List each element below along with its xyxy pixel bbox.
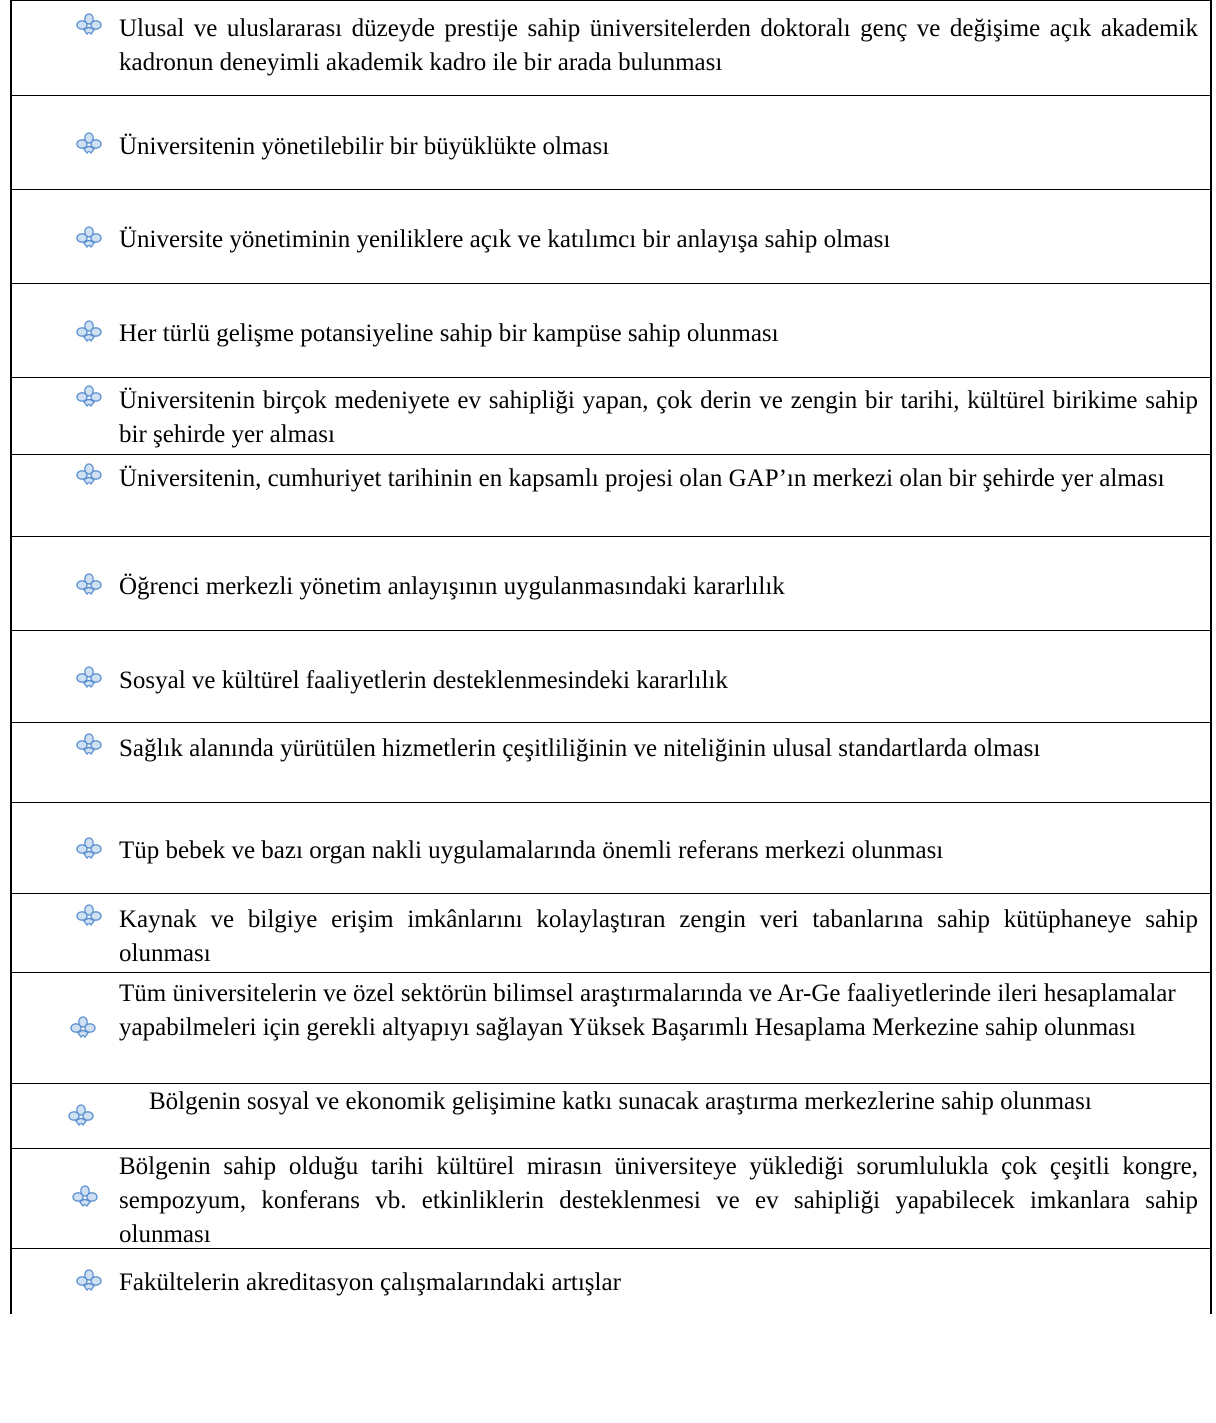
table-row <box>12 455 1210 537</box>
quatrefoil-bullet-icon <box>76 132 102 154</box>
row-text: Üniversite yönetiminin yeniliklere açık ve katılımcı bir anlayışa sahip olması <box>119 226 891 253</box>
row-text: Sosyal ve kültürel faaliyetlerin desteklenmesindeki kararlılık <box>119 667 728 694</box>
table-row <box>12 96 1210 190</box>
quatrefoil-bullet-icon <box>76 573 102 595</box>
table-row <box>12 973 1210 1084</box>
table-row <box>12 284 1210 378</box>
row-text: Öğrenci merkezli yönetim anlayışının uygulanmasındaki kararlılık <box>119 573 785 600</box>
table-row <box>12 723 1210 803</box>
row-text: Sağlık alanında yürütülen hizmetlerin çeşitliliğinin ve niteliğinin ulusal standartlarda olması <box>119 735 1041 762</box>
quatrefoil-bullet-icon <box>76 13 102 35</box>
table-row <box>12 378 1210 455</box>
quatrefoil-bullet-icon <box>76 463 102 485</box>
row-text: Üniversitenin birçok medeniyete ev sahipliği yapan, çok derin ve zengin bir tarihi, kültürel birikime sahip bir şehirde yer alması <box>119 387 1198 448</box>
strengths-table <box>10 0 1212 1314</box>
quatrefoil-bullet-icon <box>76 320 102 342</box>
row-text: Üniversitenin yönetilebilir bir büyüklükte olması <box>119 133 610 160</box>
quatrefoil-bullet-icon <box>76 733 102 755</box>
row-text: Üniversitenin, cumhuriyet tarihinin en kapsamlı projesi olan GAP’ın merkezi olan bir şehirde yer alması <box>119 465 1165 492</box>
row-text: Bölgenin sosyal ve ekonomik gelişimine katkı sunacak araştırma merkezlerine sahip olunması <box>149 1088 1092 1115</box>
row-text: Fakültelerin akreditasyon çalışmalarındaki artışlar <box>119 1269 621 1296</box>
quatrefoil-bullet-icon <box>76 666 102 688</box>
table-row <box>12 894 1210 973</box>
table-row <box>12 1149 1210 1249</box>
quatrefoil-bullet-icon <box>68 1104 94 1126</box>
table-row <box>12 803 1210 894</box>
quatrefoil-bullet-icon <box>76 904 102 926</box>
row-text: Tüp bebek ve bazı organ nakli uygulamalarında önemli referans merkezi olunması <box>119 837 944 864</box>
quatrefoil-bullet-icon <box>76 226 102 248</box>
table-row <box>12 1084 1210 1149</box>
quatrefoil-bullet-icon <box>70 1016 96 1038</box>
row-text: Bölgenin sahip olduğu tarihi kültürel mirasın üniversiteye yüklediği sorumlulukla çok çeşitli kongre, sempozyum, konferans vb. etkinliklerin desteklenmesi ve ev sahipliği yapabilecek imkanlara sahip olunması <box>119 1153 1198 1248</box>
row-text: Tüm üniversitelerin ve özel sektörün bilimsel araştırmalarında ve Ar-Ge faaliyetlerinde ileri hesaplamalar yapabilmeleri için gerekli altyapıyı sağlayan Yüksek Başarımlı Hesaplama Merkezine sahip olunması <box>119 980 1176 1041</box>
table-row <box>12 190 1210 284</box>
row-text: Kaynak ve bilgiye erişim imkânlarını kolaylaştıran zengin veri tabanlarına sahip kütüphaneye sahip olunması <box>119 906 1198 967</box>
quatrefoil-bullet-icon <box>76 837 102 859</box>
row-text: Ulusal ve uluslararası düzeyde prestije sahip üniversitelerden doktoralı genç ve değişime açık akademik kadronun deneyimli akademik kadro ile bir arada bulunması <box>119 15 1198 76</box>
table-row <box>12 1 1210 96</box>
table-row <box>12 631 1210 723</box>
table-row <box>12 537 1210 631</box>
table-row <box>12 1249 1210 1314</box>
row-text: Her türlü gelişme potansiyeline sahip bir kampüse sahip olunması <box>119 320 779 347</box>
quatrefoil-bullet-icon <box>72 1185 98 1207</box>
quatrefoil-bullet-icon <box>76 1269 102 1291</box>
quatrefoil-bullet-icon <box>76 385 102 407</box>
